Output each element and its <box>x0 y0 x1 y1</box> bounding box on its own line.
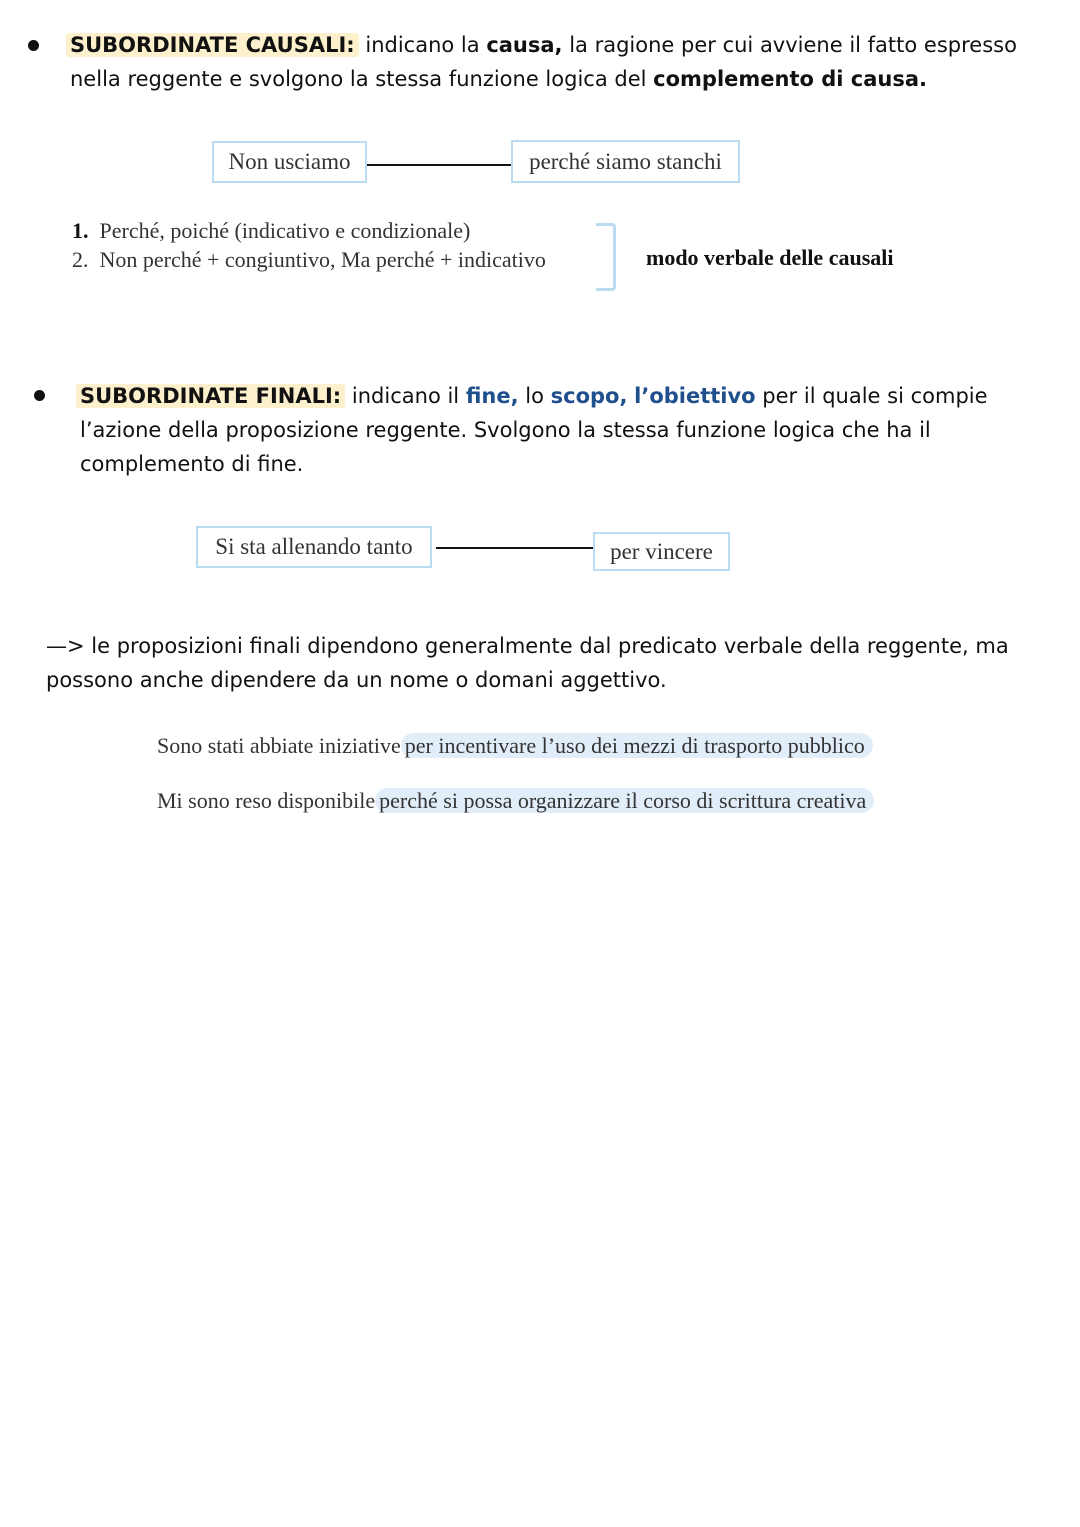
finali-title: SUBORDINATE FINALI: <box>76 384 345 408</box>
note-line2: possono anche dipendere da un nome o domani aggettivo. <box>46 668 667 692</box>
finali-definition-line2: l’azione della proposizione reggente. Svolgono la stessa funzione logica che ha il <box>80 418 931 442</box>
causali-list-label: modo verbale delle causali <box>646 245 894 270</box>
causali-list-item-2: 2. Non perché + congiuntivo, Ma perché + indicativo <box>72 247 546 272</box>
finali-definition-line1: SUBORDINATE FINALI: indicano il fine, lo scopo, l’obiettivo per il quale si compie <box>76 379 988 413</box>
causali-diagram-connector <box>367 164 513 166</box>
bullet-finali <box>34 390 45 401</box>
example-sentence-1: Sono stati abbiate iniziative per incentivare l’uso dei mezzi di trasporto pubblico <box>157 733 873 759</box>
causali-definition-line2: nella reggente e svolgono la stessa funzione logica del complemento di causa. <box>70 67 927 91</box>
finali-definition-line3: complemento di fine. <box>80 452 304 476</box>
finali-diagram-left-box: Si sta allenando tanto <box>196 526 432 568</box>
causali-diagram-left-box: Non usciamo <box>212 141 367 183</box>
example-sentence-2: Mi sono reso disponibile perché si possa organizzare il corso di scrittura creativa <box>157 788 874 814</box>
causali-definition-line1: SUBORDINATE CAUSALI: indicano la causa, la ragione per cui avviene il fatto espresso <box>66 28 1017 62</box>
finali-diagram-connector <box>436 547 594 549</box>
causali-list-bracket <box>596 223 616 291</box>
bullet-causali <box>28 40 39 51</box>
causali-list-item-1: 1. Perché, poiché (indicativo e condizionale) <box>72 218 471 243</box>
example-1-final-clause: per incentivare l’uso dei mezzi di trasporto pubblico <box>401 733 873 758</box>
note-line1: —> le proposizioni finali dipendono generalmente dal predicato verbale della reggente, ma <box>46 634 1009 658</box>
example-2-final-clause: perché si possa organizzare il corso di scrittura creativa <box>375 788 874 813</box>
causali-title: SUBORDINATE CAUSALI: <box>66 33 359 57</box>
finali-diagram-right-box: per vincere <box>593 532 730 571</box>
causali-diagram-right-box: perché siamo stanchi <box>511 140 740 183</box>
